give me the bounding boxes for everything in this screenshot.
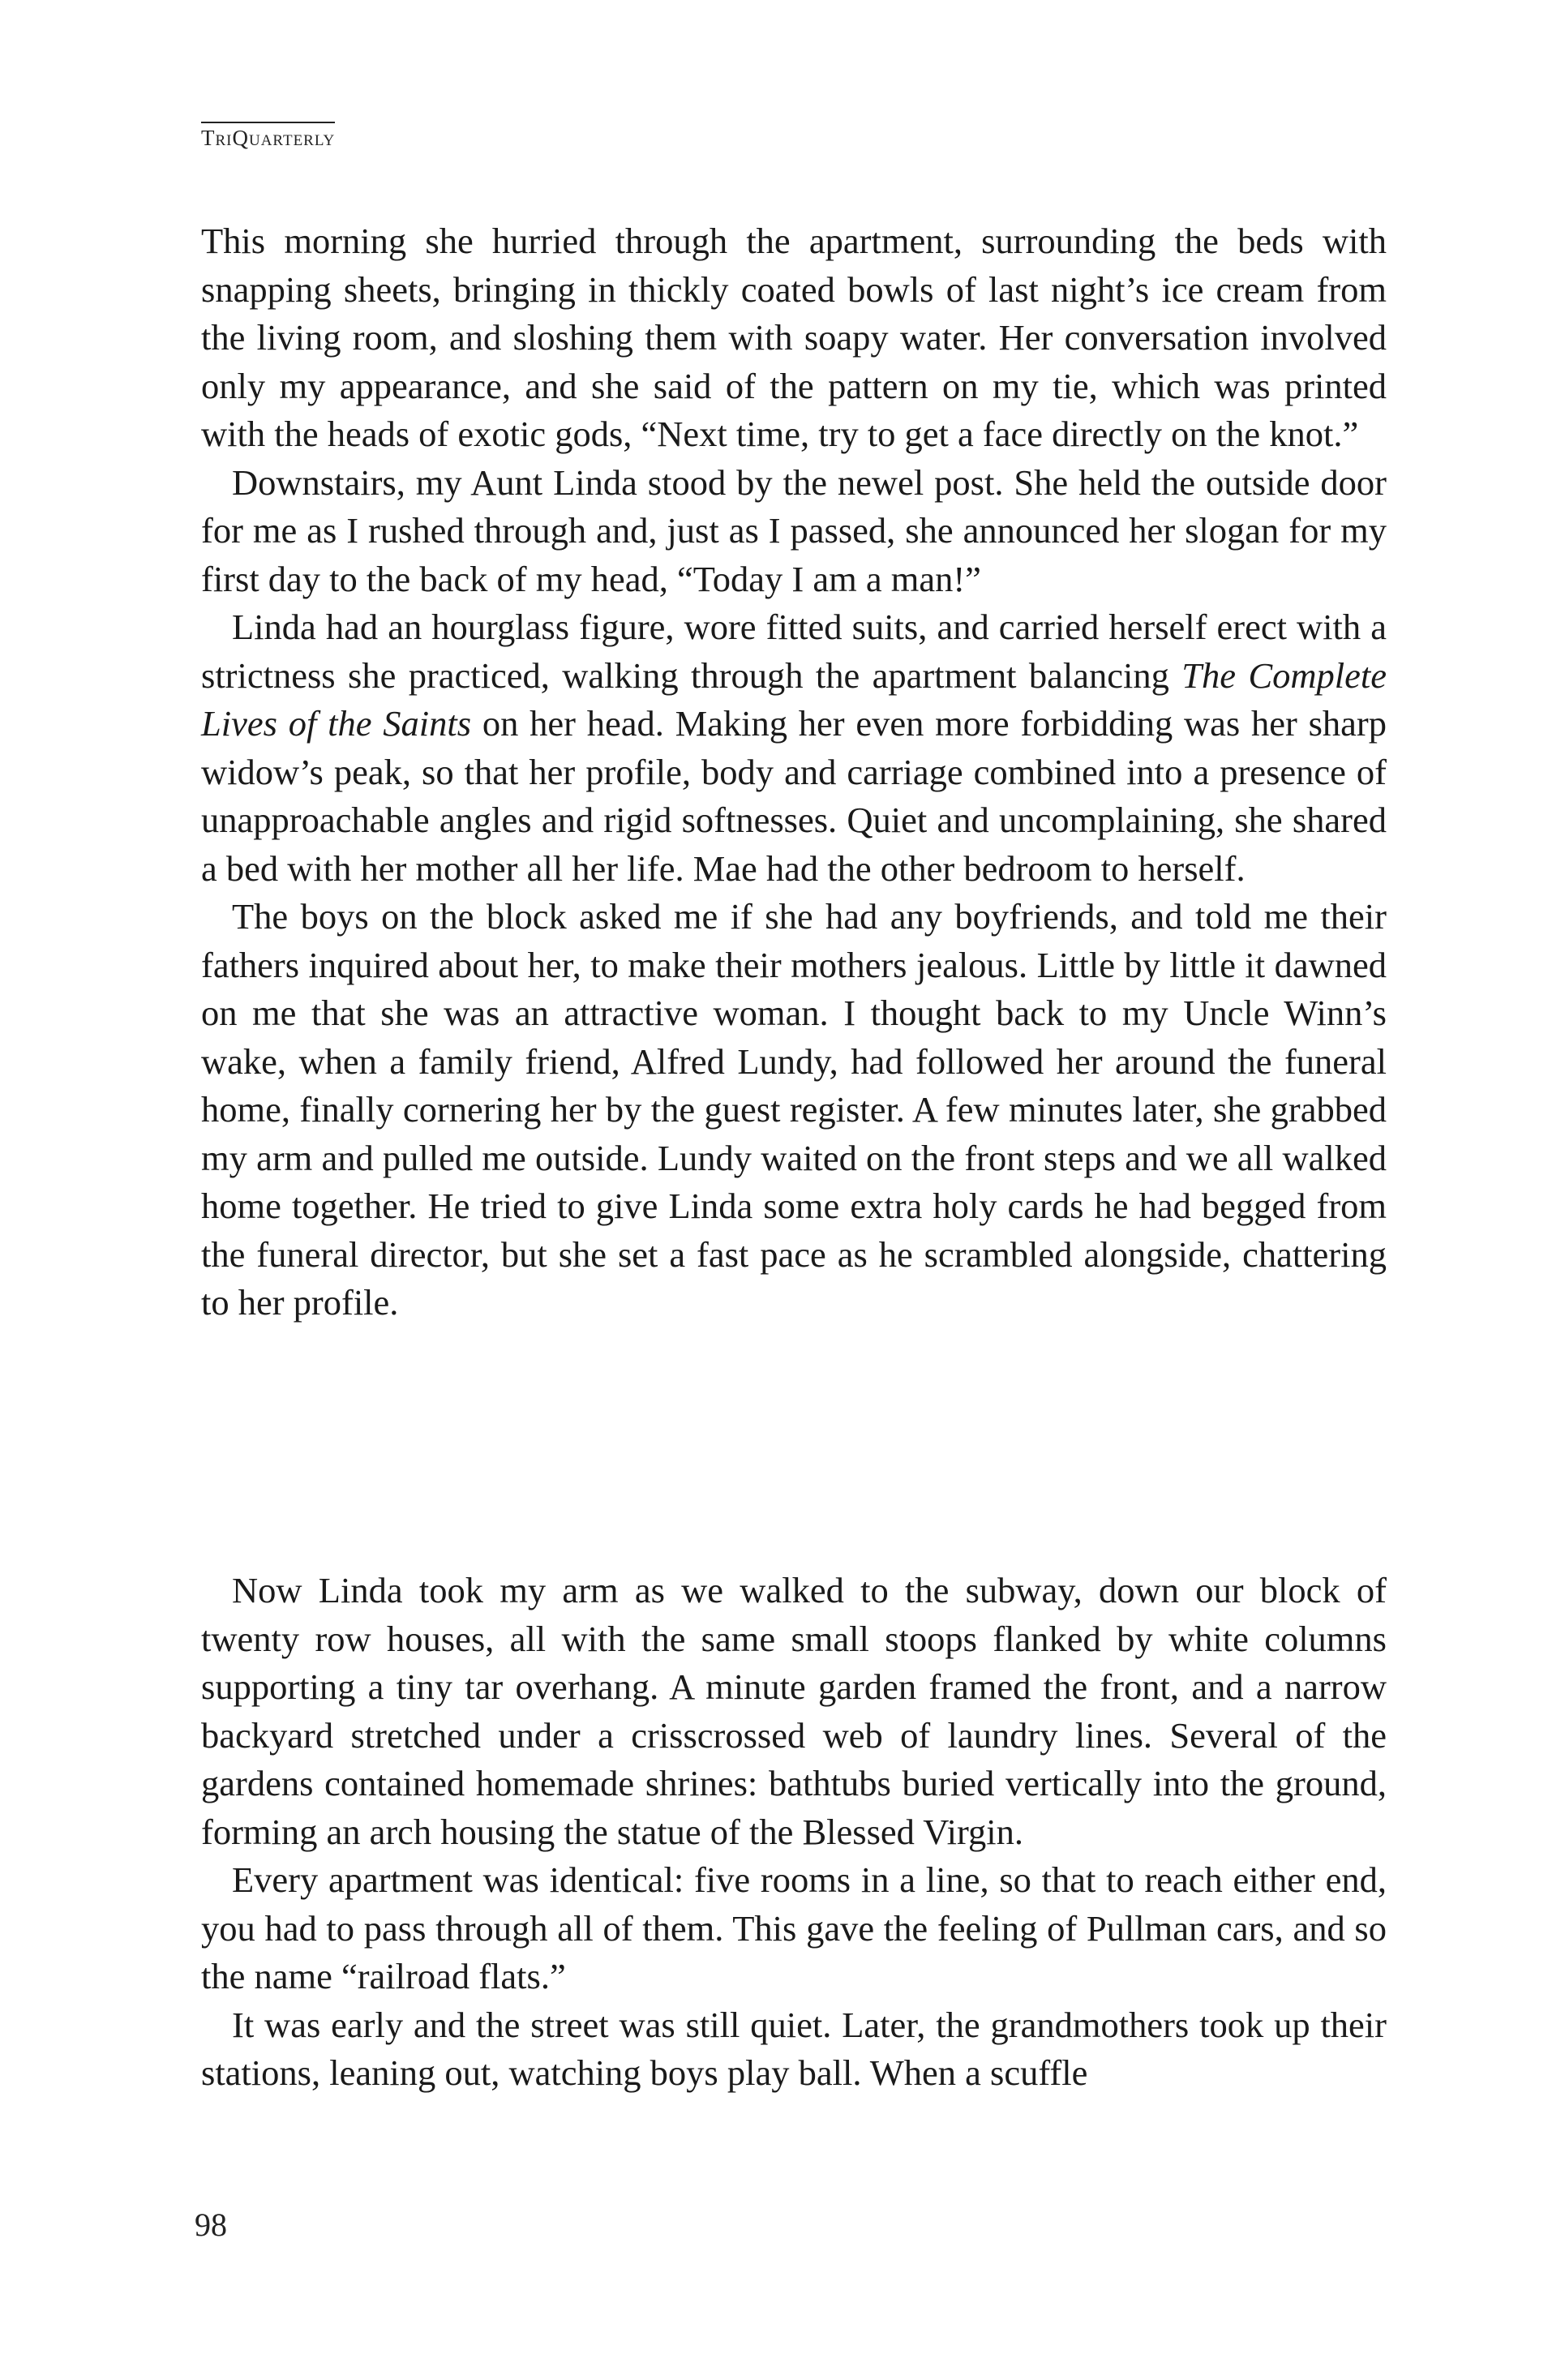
paragraph-5: Now Linda took my arm as we walked to the subway, down our block of twenty row houses, all with the same small stoops flanked by white columns supporting a tiny tar overhang. A minute garden framed the front, and a narrow backyard stretched under a crisscrossed web of laundry lines. Several of the gardens contained homemade shrines: bathtubs buried vertically into the ground, forming an arch housing the statue of the Blessed Virgin. <box>201 1570 1387 1852</box>
paragraph-3 <box>201 603 1387 893</box>
text-section-one <box>201 217 1387 1327</box>
book-title: The Complete Lives of the Saints <box>201 654 1387 744</box>
text-section-two <box>201 1567 1387 2098</box>
paragraph-4: The boys on the block asked me if she had any boyfriends, and told me their fathers inquired about her, to make their mothers jealous. Little by little it dawned on me that she was an attractive woman. I thought back to my Uncle Winn’s wake, when a family friend, Alfred Lundy, had followed her around the funeral home, finally cornering her by the guest register. A few minutes later, she grabbed my arm and pulled me outside. Lundy waited on the front steps and we all walked home together. He tried to give Linda some extra holy cards he had begged from the funeral director, but she set a fast pace as he scrambled alongside, chattering to her profile. <box>201 896 1387 1323</box>
paragraph-1: This morning she hurried through the apartment, surrounding the beds with snapping sheets, bringing in thickly coated bowls of last night’s ice cream from the living room, and sloshing them with soapy water. Her conversation involved only my appearance, and she said of the pattern on my tie, which was printed with the heads of exotic gods, “Next time, try to get a face directly on the knot.” <box>201 221 1387 454</box>
paragraph-2: Downstairs, my Aunt Linda stood by the newel post. She held the outside door for me as I rushed through and, just as I passed, she announced her slogan for my first day to the back of my head, “Today I am a man!” <box>201 461 1387 599</box>
paragraph-6: Every apartment was identical: five rooms in a line, so that to reach either end, you had to pass through all of them. This gave the feeling of Pullman cars, and so the name “railroad flats.” <box>201 1859 1387 1996</box>
paragraph-3-part-1: Linda had an hourglass figure, wore fitted suits, and carried herself erect with a strictness she practiced, walking through the apartment balancing <box>201 607 1387 696</box>
page-number: 98 <box>195 2206 227 2243</box>
paragraph-3-part-2: on her head. Making her even more forbidding was her sharp widow’s peak, so that her profile, body and carriage combined into a presence of unapproachable angles and rigid softnesses. Quiet and uncomplaining, she shared a bed with her mother all her life. Mae had the other bedroom to herself. <box>201 703 1387 889</box>
paragraph-7: It was early and the street was still quiet. Later, the grandmothers took up their stations, leaning out, watching boys play ball. When a scuffle <box>201 2004 1387 2093</box>
running-head: TriQuarterly <box>201 122 335 151</box>
